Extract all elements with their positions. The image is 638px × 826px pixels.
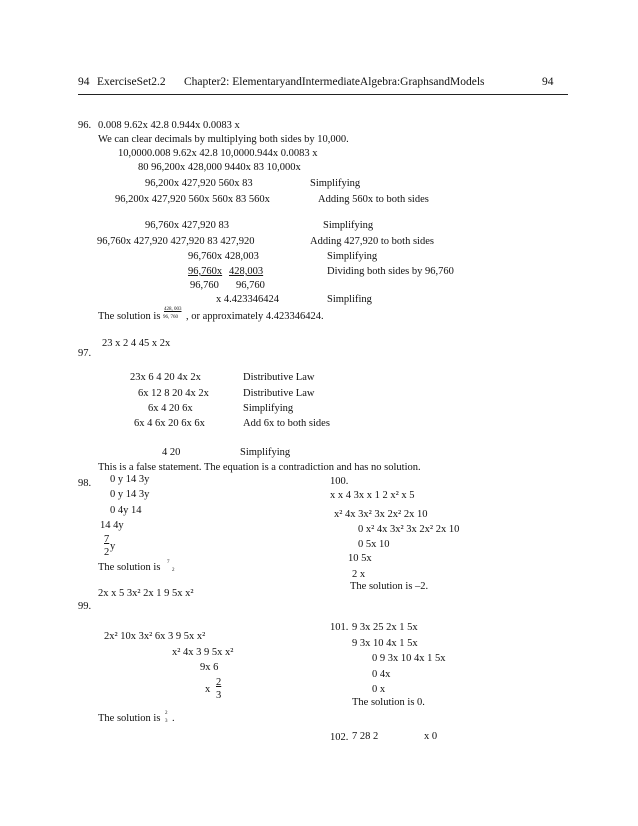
problem-96-note: Simplifying <box>310 178 361 189</box>
problem-97-equation: 23 x 2 4 45 x 2x <box>102 338 171 349</box>
problem-99-solution-period: . <box>172 713 175 724</box>
problem-98-solution-numerator: 7 <box>167 560 170 565</box>
problem-98-fraction-variable: y <box>110 541 116 552</box>
chapter-title: Chapter2: ElementaryandIntermediateAlgebra:GraphsandModels <box>184 76 485 88</box>
problem-96-text: We can clear decimals by multiplying both sides by 10,000. <box>98 134 349 145</box>
problem-99-solution: The solution is <box>98 713 161 724</box>
problem-99-step: x² 4x 3 9 5x x² <box>172 647 234 658</box>
problem-97-conclusion: This is a false statement. The equation is a contradiction and has no solution. <box>98 462 421 473</box>
problem-number-97: 97. <box>78 348 92 359</box>
problem-96-note: Adding 427,920 to both sides <box>310 236 434 247</box>
problem-99-fraction-denominator: 3 <box>216 690 222 701</box>
problem-97-step: 23x 6 4 20 4x 2x <box>130 372 201 383</box>
problem-99-solution-denominator: 3 <box>165 719 168 724</box>
problem-101-solution: The solution is 0. <box>352 697 425 708</box>
problem-96-numerator: 428,003 <box>229 266 264 277</box>
problem-number-96: 96. <box>78 120 92 131</box>
problem-101-equation: 9 3x 25 2x 1 5x <box>352 622 418 633</box>
problem-96-solution-denominator: 96, 760 <box>163 315 178 320</box>
problem-number-101: 101. <box>330 622 349 633</box>
problem-96-step: 96,760x 428,003 <box>188 251 259 262</box>
problem-100-step: 10 5x <box>348 553 372 564</box>
problem-number-99: 99. <box>78 601 92 612</box>
problem-97-note: Distributive Law <box>243 388 315 399</box>
problem-number-98: 98. <box>78 478 92 489</box>
problem-98-solution: The solution is <box>98 562 161 573</box>
problem-99-equation: 2x x 5 3x² 2x 1 9 5x x² <box>98 588 194 599</box>
problem-96-step: 96,200x 427,920 560x 83 <box>145 178 253 189</box>
problem-96-denominator: 96,760 <box>236 280 265 291</box>
problem-102-equation-right: x 0 <box>424 731 438 742</box>
problem-101-step: 0 x <box>372 684 386 695</box>
problem-99-step: 9x 6 <box>200 662 219 673</box>
problem-96-step: 96,760x 427,920 427,920 83 427,920 <box>97 236 255 247</box>
problem-96-step: x 4.423346424 <box>216 294 279 305</box>
problem-96-solution-label: The solution is <box>98 311 161 322</box>
problem-98-step: 0 4y 14 <box>110 505 142 516</box>
problem-99-fraction-numerator: 2 <box>216 677 222 688</box>
page-number-left: 94 <box>78 76 90 88</box>
problem-97-step: 6x 4 20 6x <box>148 403 193 414</box>
problem-96-denominator: 96,760 <box>190 280 219 291</box>
problem-98-step: 0 y 14 3y <box>110 474 150 485</box>
problem-100-equation: x x 4 3x x 1 2 x² x 5 <box>330 490 415 501</box>
problem-100-step: 0 5x 10 <box>358 539 390 550</box>
problem-96-note: Adding 560x to both sides <box>318 194 429 205</box>
problem-96-note: Simplifing <box>327 294 372 305</box>
problem-101-step: 0 4x <box>372 669 391 680</box>
problem-96-note: Simplifying <box>327 251 378 262</box>
header-rule <box>78 94 568 95</box>
problem-100-step: x² 4x 3x² 3x 2x² 2x 10 <box>334 509 428 520</box>
problem-101-step: 9 3x 10 4x 1 5x <box>352 638 418 649</box>
problem-99-variable: x <box>205 684 211 695</box>
problem-101-step: 0 9 3x 10 4x 1 5x <box>372 653 446 664</box>
problem-96-step: 80 96,200x 428,000 9440x 83 10,000x <box>138 162 301 173</box>
problem-96-equation: 0.008 9.62x 42.8 0.944x 0.0083 x <box>98 120 240 131</box>
problem-96-note: Dividing both sides by 96,760 <box>327 266 454 277</box>
problem-97-note: Simplifying <box>243 403 294 414</box>
page-number-right: 94 <box>542 76 554 88</box>
problem-98-fraction-numerator: 7 <box>104 534 110 545</box>
section-title: ExerciseSet2.2 <box>97 76 166 88</box>
problem-98-fraction-denominator: 2 <box>104 547 110 558</box>
problem-97-note: Add 6x to both sides <box>243 418 330 429</box>
problem-96-numerator: 96,760x <box>188 266 223 277</box>
problem-99-solution-numerator: 2 <box>165 711 168 716</box>
problem-96-step: 96,760x 427,920 83 <box>145 220 229 231</box>
problem-96-step: 10,0000.008 9.62x 42.8 10,0000.944x 0.0083 x <box>118 148 318 159</box>
problem-number-102: 102. <box>330 732 349 743</box>
problem-102-equation: 7 28 2 <box>352 731 379 742</box>
problem-97-step: 6x 12 8 20 4x 2x <box>138 388 209 399</box>
problem-96-solution-numerator: 428, 003 <box>164 307 182 312</box>
problem-100-step: 2 x <box>352 569 366 580</box>
problem-97-step: 4 20 <box>162 447 181 458</box>
problem-number-100: 100. <box>330 476 349 487</box>
problem-100-solution: The solution is –2. <box>350 581 429 592</box>
problem-97-step: 6x 4 6x 20 6x 6x <box>134 418 205 429</box>
problem-96-step: 96,200x 427,920 560x 560x 83 560x <box>115 194 270 205</box>
problem-100-step: 0 x² 4x 3x² 3x 2x² 2x 10 <box>358 524 460 535</box>
problem-97-note: Simplifying <box>240 447 291 458</box>
problem-98-solution-denominator: 2 <box>172 568 175 573</box>
problem-98-step: 14 4y <box>100 520 124 531</box>
problem-98-step: 0 y 14 3y <box>110 489 150 500</box>
problem-96-note: Simplifying <box>323 220 374 231</box>
problem-99-step: 2x² 10x 3x² 6x 3 9 5x x² <box>104 631 206 642</box>
problem-96-solution-text: , or approximately 4.423346424. <box>186 311 324 322</box>
problem-97-note: Distributive Law <box>243 372 315 383</box>
